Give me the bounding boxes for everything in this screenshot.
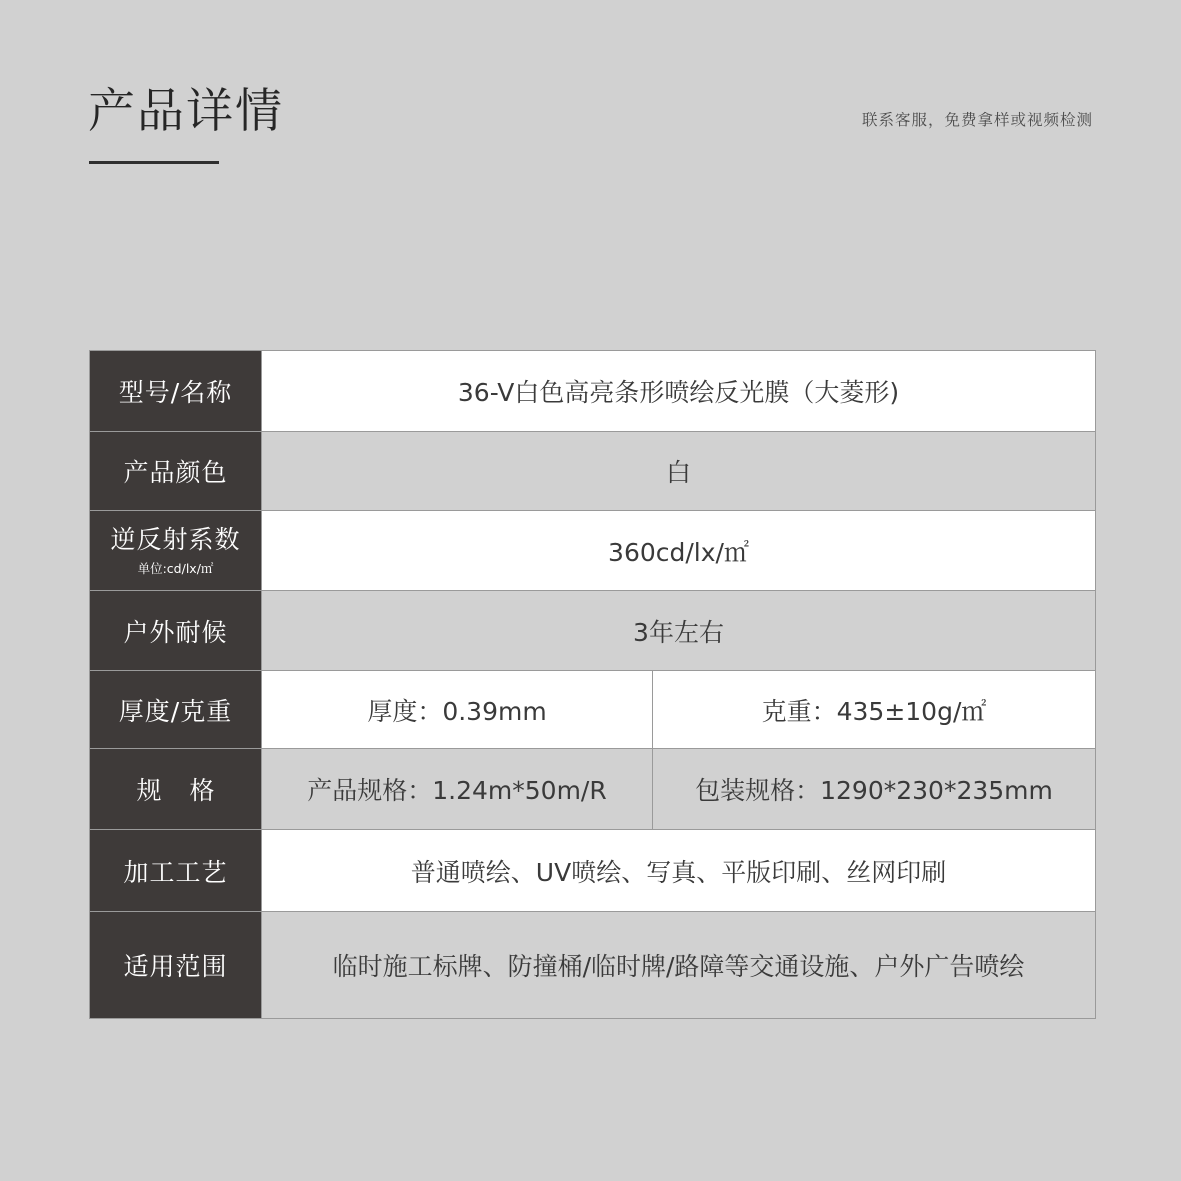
row-value-weight: 克重：435±10g/㎡ <box>653 671 1096 749</box>
row-label-retroreflection-unit: 单位:cd/lx/㎡ <box>137 560 214 576</box>
row-label-model-name: 型号/名称 <box>90 351 262 432</box>
row-label-specification: 规格 <box>90 749 262 830</box>
table-row-processing <box>90 830 1096 912</box>
row-value-product-spec: 产品规格：1.24m*50m/R <box>262 749 653 830</box>
row-value-processing: 普通喷绘、UV喷绘、写真、平版印刷、丝网印刷 <box>262 830 1096 912</box>
product-spec-table <box>89 350 1096 1019</box>
row-value-color: 白 <box>262 432 1096 511</box>
row-value-model-name: 36-V白色高亮条形喷绘反光膜（大菱形) <box>262 351 1096 432</box>
table-row-application <box>90 912 1096 1019</box>
row-label-thickness-weight: 厚度/克重 <box>90 671 262 749</box>
table-row-thickness-weight <box>90 671 1096 749</box>
row-label-application: 适用范围 <box>90 912 262 1019</box>
row-label-color: 产品颜色 <box>90 432 262 511</box>
contact-note: 联系客服，免费拿样或视频检测 <box>861 111 1093 129</box>
row-value-package-spec: 包装规格：1290*230*235mm <box>653 749 1096 830</box>
row-value-thickness: 厚度：0.39mm <box>262 671 653 749</box>
row-label-weathering: 户外耐候 <box>90 591 262 671</box>
table-row-retroreflection <box>90 511 1096 591</box>
page-title: 产品详情 <box>88 84 284 139</box>
title-underline <box>89 161 219 164</box>
table-row-color <box>90 432 1096 511</box>
row-value-retroreflection: 360cd/lx/㎡ <box>262 511 1096 591</box>
row-value-application: 临时施工标牌、防撞桶/临时牌/路障等交通设施、户外广告喷绘 <box>262 912 1096 1019</box>
table-row-specification <box>90 749 1096 830</box>
row-label-processing: 加工工艺 <box>90 830 262 912</box>
table-row-model-name <box>90 351 1096 432</box>
row-value-weathering: 3年左右 <box>262 591 1096 671</box>
row-label-retroreflection-main: 逆反射系数 <box>110 524 241 554</box>
table-row-weathering <box>90 591 1096 671</box>
row-label-retroreflection <box>90 511 262 591</box>
